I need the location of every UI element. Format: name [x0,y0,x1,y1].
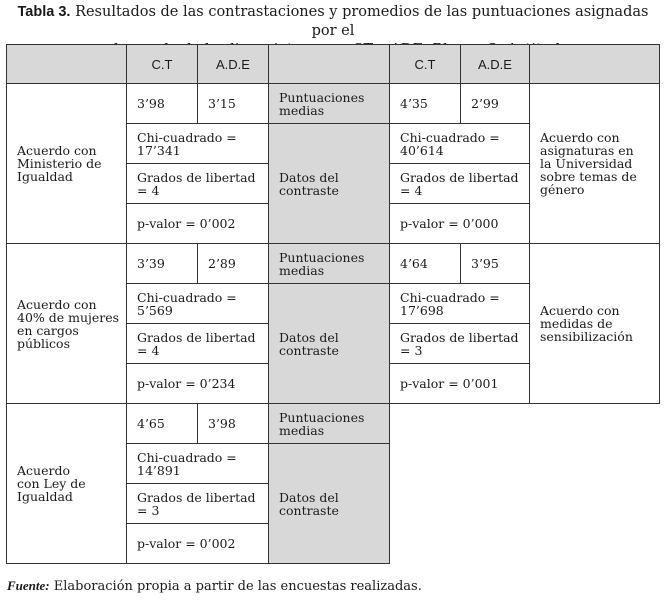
group-1-left-label: Acuerdo con Ministerio de Igualdad [7,84,127,244]
group-1-middle-scores: Puntuaciones medias [269,84,390,124]
header-ct-left: C.T [127,45,198,84]
header-ade-right: A.D.E [461,45,530,84]
group-3-left-label: Acuerdo con Ley de Igualdad [7,404,127,564]
footer-label: Fuente: [7,578,50,593]
group-3-scores-row [7,404,660,444]
group-1-right-label: Acuerdo con asignaturas en la Universidad sobre temas de género [530,84,660,244]
group-3-right-empty [390,404,660,564]
group-2-right-label: Acuerdo con medidas de sensibilización [530,244,660,404]
group-2-right-p: p-valor = 0’001 [390,364,530,404]
results-table [6,44,660,564]
header-empty-left [7,45,127,84]
group-1-left-gl: Grados de libertad = 4 [127,164,269,204]
group-1-right-chi: Chi-cuadrado = 40’614 [390,124,530,164]
group-1-right-ct: 4’35 [390,84,461,124]
group-1-right-p: p-valor = 0’000 [390,204,530,244]
group-1-left-ct: 3’98 [127,84,198,124]
group-1-right-gl: Grados de libertad = 4 [390,164,530,204]
group-1-left-chi: Chi-cuadrado = 17’341 [127,124,269,164]
group-3-left-ade: 3’98 [198,404,269,444]
group-2-right-gl: Grados de libertad = 3 [390,324,530,364]
group-1-middle-contrast: Datos del contraste [269,124,390,244]
group-3-left-chi: Chi-cuadrado = 14’891 [127,444,269,484]
header-empty-right [530,45,660,84]
group-2-left-p: p-valor = 0’234 [127,364,269,404]
group-1-scores-row [7,84,660,124]
group-2-scores-row [7,244,660,284]
caption-line-1: Resultados de las contrastaciones y promedios de las puntuaciones asignadas por el [75,4,649,39]
group-1-left-ade: 3’15 [198,84,269,124]
group-2-right-ct: 4’64 [390,244,461,284]
group-2-left-label: Acuerdo con 40% de mujeres en cargos públicos [7,244,127,404]
header-row [7,45,660,84]
table-footer [7,578,422,594]
group-2-left-ade: 2’89 [198,244,269,284]
group-3-middle-contrast: Datos del contraste [269,444,390,564]
header-ct-right: C.T [390,45,461,84]
group-2-left-chi: Chi-cuadrado = 5’569 [127,284,269,324]
group-2-right-ade: 3’95 [461,244,530,284]
header-ade-left: A.D.E [198,45,269,84]
group-3-left-gl: Grados de libertad = 3 [127,484,269,524]
group-2-left-ct: 3’39 [127,244,198,284]
header-empty-middle [269,45,390,84]
group-3-left-p: p-valor = 0’002 [127,524,269,564]
group-1-left-p: p-valor = 0’002 [127,204,269,244]
group-3-middle-scores: Puntuaciones medias [269,404,390,444]
caption-label: Tabla 3. [17,4,71,20]
group-2-middle-scores: Puntuaciones medias [269,244,390,284]
footer-text: Elaboración propia a partir de las encuestas realizadas. [49,579,422,594]
group-2-right-chi: Chi-cuadrado = 17’698 [390,284,530,324]
group-3-left-ct: 4’65 [127,404,198,444]
group-2-middle-contrast: Datos del contraste [269,284,390,404]
group-1-right-ade: 2’99 [461,84,530,124]
group-2-left-gl: Grados de libertad = 4 [127,324,269,364]
